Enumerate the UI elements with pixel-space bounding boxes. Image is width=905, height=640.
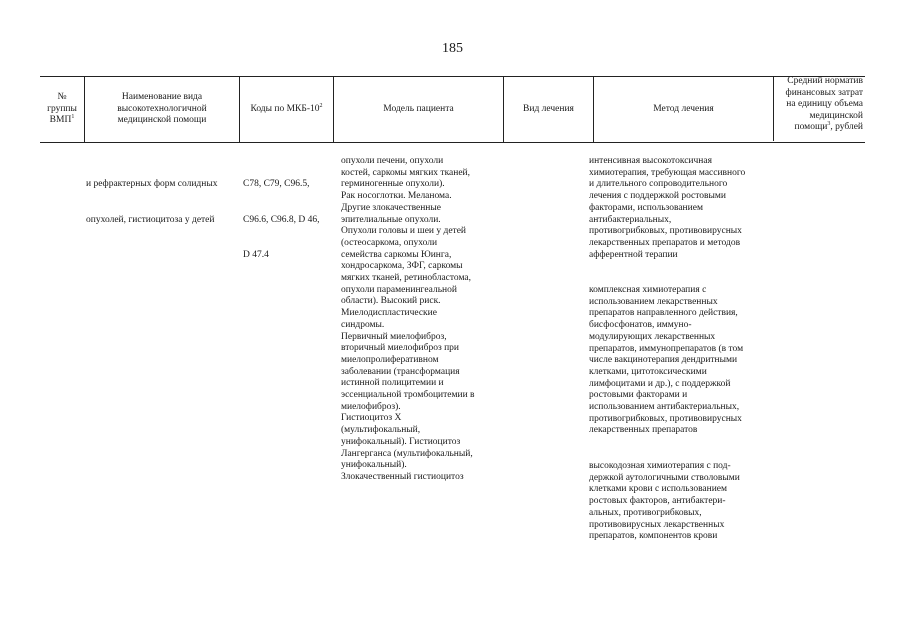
text-line: Злокачественный гистиоцитоз — [341, 471, 464, 482]
care-type-cell — [86, 156, 217, 238]
text-line: и длительного сопроводительного — [589, 179, 728, 190]
header-text: помощи$^3$, рублей — [794, 120, 863, 132]
text-line: антибактериальных, — [589, 214, 672, 225]
text-line: использованием лекарственных — [589, 296, 718, 307]
text-line: комплексная химиотерапия с — [589, 285, 707, 295]
text-line: препаратов, иммунопрепаратов (в том — [589, 343, 744, 354]
text-line: Опухоли головы и шеи у детей — [341, 226, 467, 237]
text-line: Гистиоцитоз X — [341, 413, 402, 424]
text-line: лекарственных препаратов и методов — [589, 237, 741, 248]
header-text: медицинской помощи — [117, 115, 207, 126]
text-line: C78, C79, C96.5, — [243, 179, 310, 190]
header-group-number — [40, 77, 84, 142]
header-text: Модель пациента — [383, 103, 454, 114]
text-line: противогрибковых, противовирусных — [589, 226, 742, 237]
text-line: использованием антибактериальных, — [589, 402, 740, 413]
text-line: опухолей, гистиоцитоза у детей — [86, 214, 215, 225]
header-text: Метод лечения — [653, 103, 714, 114]
text-line: унифокальный). — [341, 460, 407, 471]
header-care-type — [84, 77, 239, 142]
treatment-method-1 — [589, 156, 745, 261]
text-line: держкой аутологичными стволовыми — [589, 472, 740, 483]
text-line: и рефрактерных форм солидных — [86, 179, 218, 190]
page-number: 185 — [442, 41, 463, 56]
header-text: Наименование вида — [121, 92, 203, 103]
header-text: № — [57, 92, 67, 103]
text-line: препаратов направленного действия, — [589, 308, 738, 319]
text-line: заболевании (трансформация — [341, 366, 460, 377]
header-text: ВМП$^1$ — [49, 114, 75, 126]
text-line: синдромы. — [341, 319, 385, 330]
header-cost-norm — [773, 76, 865, 141]
treatment-method-2 — [589, 285, 743, 437]
text-line: вторичный миелофиброз при — [341, 343, 459, 354]
text-line: противовирусных лекарственных — [589, 519, 725, 530]
text-line: бисфосфонатов, иммуно- — [589, 320, 692, 331]
text-line: (остеосаркома, опухоли — [341, 237, 438, 248]
text-line: химиотерапия, требующая массивного — [589, 167, 746, 178]
text-line: эпителиальные опухоли. — [341, 214, 441, 225]
header-treatment-method — [593, 77, 773, 142]
text-line: Лангерганса (мультифокальный, — [341, 448, 473, 459]
text-line: ростовых факторов, антибактери- — [589, 496, 726, 507]
table-header — [40, 76, 865, 143]
header-text: Средний норматив — [787, 76, 863, 86]
header-text: Коды по МКБ-$10^2$ — [250, 102, 323, 114]
text-line: интенсивная высокотоксичная — [589, 156, 712, 166]
text-line: истинной полицитемии и — [341, 378, 444, 389]
header-text: высокотехнологичной — [117, 103, 207, 114]
text-line: лекарственных препаратов — [589, 425, 698, 436]
text-line: опухоли параменингеальной — [341, 284, 457, 295]
text-line: высокодозная химиотерапия с под- — [589, 461, 731, 471]
header-text: на единицу объема — [786, 99, 863, 109]
text-line: факторами, использованием — [589, 202, 703, 213]
text-line: клетками, цитотоксическими — [589, 366, 707, 377]
text-line: Миелодиспластические — [341, 308, 437, 319]
text-line: мягких тканей, ретинобластома, — [341, 273, 472, 284]
text-line: D 47.4 — [243, 249, 269, 260]
text-line: (мультифокальный, — [341, 425, 421, 436]
text-line: Другие злокачественные — [341, 202, 441, 213]
patient-model-cell — [341, 156, 475, 484]
text-line: семейства саркомы Юинга, — [341, 249, 452, 260]
header-text: финансовых затрат — [785, 87, 863, 98]
header-text: Вид лечения — [523, 103, 574, 114]
text-line: области). Высокий риск. — [341, 296, 441, 307]
header-icd-codes — [239, 77, 333, 142]
treatment-method-3 — [589, 461, 740, 543]
text-line: миелопролиферативном — [341, 354, 439, 365]
text-line: эссенциальной тромбоцитемии в — [341, 390, 475, 401]
text-line: хондросаркома, ЗФГ, саркомы — [341, 261, 463, 272]
header-patient-model — [333, 77, 503, 142]
text-line: препаратов, компонентов крови — [589, 531, 718, 542]
text-line: противогрибковых, противовирусных — [589, 413, 742, 424]
text-line: C96.6, C96.8, D 46, — [243, 214, 320, 225]
text-line: лимфоцитами и др.), с поддержкой — [589, 378, 731, 389]
text-line: миелофиброз). — [341, 401, 401, 412]
text-line: герминогенные опухоли). — [341, 179, 445, 190]
text-line: унифокальный). Гистиоцитоз — [341, 436, 461, 447]
text-line: лечения с поддержкой ростовыми — [589, 191, 727, 202]
text-line: Первичный миелофиброз, — [341, 331, 447, 342]
icd-codes-cell — [243, 156, 320, 273]
header-text: медицинской — [809, 110, 863, 121]
text-line: модулирующих лекарственных — [589, 331, 716, 342]
text-line: костей, саркомы мягких тканей, — [341, 167, 471, 178]
text-line: опухоли печени, опухоли — [341, 156, 444, 166]
text-line: числе вакцинотерапия дендритными — [589, 355, 738, 366]
header-text: группы — [47, 103, 77, 114]
text-line: альных, противогрибковых, — [589, 507, 702, 518]
header-treatment-type — [503, 77, 593, 142]
text-line: афферентной терапии — [589, 249, 678, 260]
text-line: ростовыми факторами и — [589, 390, 688, 401]
text-line: клетками крови с использованием — [589, 484, 728, 495]
text-line: Рак носоглотки. Меланома. — [341, 191, 452, 202]
